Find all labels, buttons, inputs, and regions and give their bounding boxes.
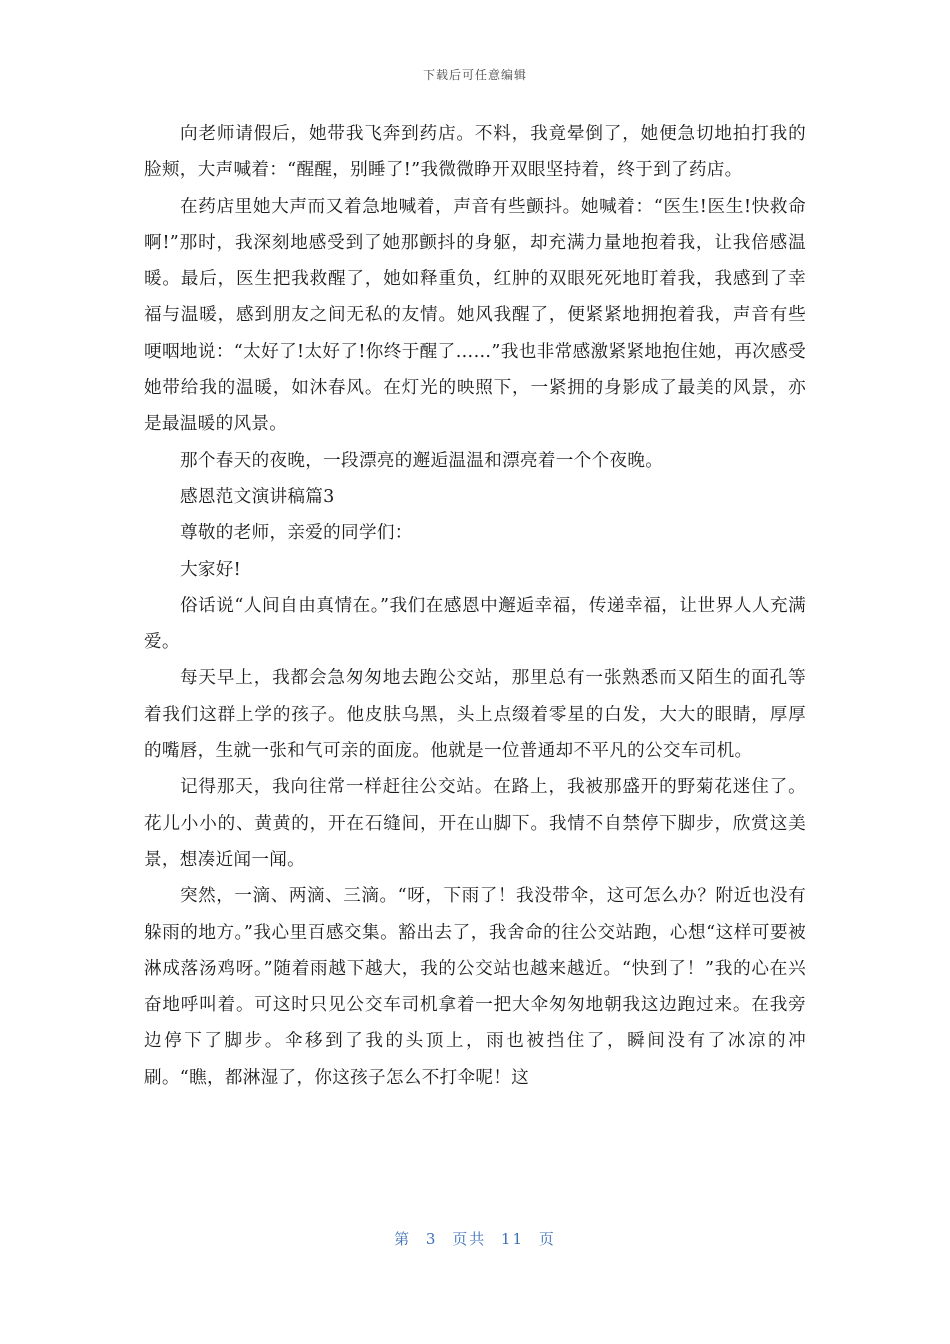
page-header: 下载后可任意编辑 <box>422 68 527 82</box>
paragraph: 俗话说“人间自由真情在。”我们在感恩中邂逅幸福，传递幸福，让世界人人充满爱。 <box>144 595 806 653</box>
page-footer: 第 3 页共 11 页 <box>394 1230 556 1248</box>
section-title: 感恩范文演讲稿篇3 <box>180 486 335 507</box>
paragraph: 向老师请假后，她带我飞奔到药店。不料，我竟晕倒了，她便急切地拍打我的脸颊，大声喊着：“醒醒，别睡了!”我微微睁开双眼坚持着，终于到了药店。 <box>144 124 806 181</box>
greeting: 大家好! <box>180 559 242 580</box>
paragraph: 每天早上，我都会急匆匆地去跑公交站，那里总有一张熟悉而又陌生的面孔等着我们这群上学的孩子。他皮肤乌黑，头上点缀着零星的白发，大大的眼睛，厚厚的嘴唇，生就一张和气可亲的面庞。他就是一位普通却不平凡的公交车司机。 <box>144 668 806 762</box>
paragraph: 突然，一滴、两滴、三滴。“呀，下雨了！我没带伞，这可怎么办？附近也没有躲雨的地方。”我心里百感交集。豁出去了，我舍命的往公交站跑，心想“这样可要被淋成落汤鸡呀。”随着雨越下越大，我的公交站也越来越近。“快到了！”我的心在兴奋地呼叫着。可这时只见公交车司机拿着一把大伞匆匆地朝我这边跑过来。在我旁边停下了脚步。伞移到了我的头顶上，雨也被挡住了，瞬间没有了冰凉的冲刷。“瞧，都淋湿了，你这孩子怎么不打伞呢！这 <box>144 886 806 1088</box>
paragraph: 在药店里她大声而又着急地喊着，声音有些颤抖。她喊着：“医生!医生!快救命啊!”那时，我深刻地感受到了她那颤抖的身躯，却充满力量地抱着我，让我倍感温暖。最后，医生把我救醒了，她如释重负，红肿的双眼死死地盯着我，我感到了幸福与温暖，感到朋友之间无私的友情。她风我醒了，便紧紧地拥抱着我，声音有些哽咽地说：“太好了!太好了!你终于醒了……”我也非常感激紧紧地抱住她，再次感受她带给我的温暖，如沐春风。在灯光的映照下，一紧拥的身影成了最美的风景，亦是最温暖的风景。 <box>144 196 806 435</box>
salutation: 尊敬的老师，亲爱的同学们： <box>180 523 413 544</box>
paragraph: 记得那天，我向往常一样赶往公交站。在路上，我被那盛开的野菊花迷住了。花儿小小的、黄黄的，开在石缝间，开在山脚下。我情不自禁停下脚步，欣赏这美景，想凑近闻一闻。 <box>144 777 806 870</box>
paragraph: 那个春天的夜晚，一段漂亮的邂逅温温和漂亮着一个个夜晚。 <box>180 450 664 471</box>
document-body <box>144 116 806 1096</box>
